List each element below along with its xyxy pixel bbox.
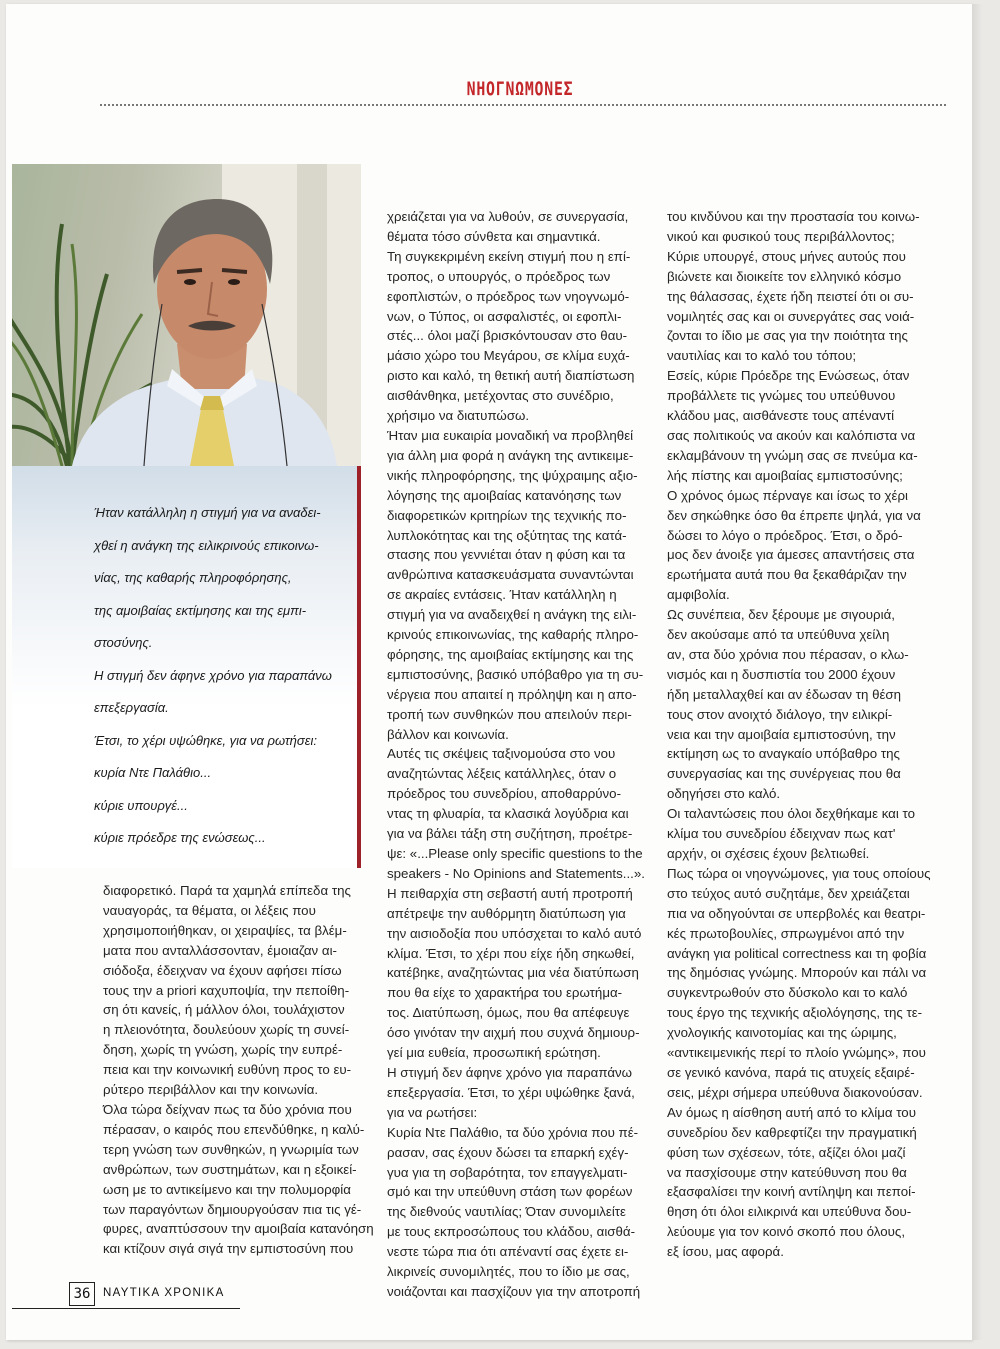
text-line: φυρες, αναπτύσσουν την αμοιβαία κατανόηση [103, 1221, 374, 1237]
text-line: πεια και την κοινωνική ευθύνη προς το ευ- [103, 1062, 352, 1078]
text-line: κατέβηκε, αναζητώντας μια νέα διατύπωση [387, 965, 639, 981]
text-line: σεις, μέχρι σήμερα υπεύθυνα διακονούσαν. [667, 1084, 923, 1100]
text-line: δεν ακούσαμε από τα υπεύθυνα χείλη [667, 627, 890, 643]
text-line: χρησιμοποιήθηκαν, οι χειραψίες, τα βλέμ- [103, 922, 347, 938]
text-line: τροπή των συνθηκών που απειλούν περι- [387, 706, 632, 722]
text-line: προβάλλετε τις γνώμες του υπεύθυνου [667, 388, 896, 404]
text-column-2 [387, 207, 649, 1302]
text-line: εκλαμβάνουν τη γνώμη σας σε πνεύμα κα- [667, 447, 918, 463]
text-line: Ως συνέπεια, δεν ξέρουμε με σιγουριά, [667, 607, 895, 623]
portrait-illustration [12, 164, 361, 466]
portrait-photo [12, 164, 361, 466]
text-line: να πασχίσουμε στην κατεύθυνση που θα [667, 1164, 907, 1180]
text-line: θηση ότι όλοι ειλικρινά και υπεύθυνα δου- [667, 1204, 912, 1220]
text-line: συγκεντρωθούν στο δύσκολο και το καλό [667, 985, 908, 1001]
pull-quote-line: της αμοιβαίας εκτίμησης και της εμπι- [94, 602, 307, 618]
text-line: εμπιστοσύνης, βασικό υπόβαθρο για τη συ- [387, 666, 644, 682]
text-line: γυα για τη σοβαρότητα, τον επαγγελματι- [387, 1164, 628, 1180]
text-line: επεξεργασία. Έτσι, το χέρι υψώθηκε ξανά, [387, 1084, 635, 1100]
text-line: βιώνετε και διοικείτε τον ελληνικό κόσμο [667, 268, 902, 284]
text-line: σε γενικό κανόνα, παρά τις ατυχείς εξαιρέ- [667, 1064, 915, 1080]
text-column-3 [667, 207, 939, 1262]
text-line: νομιλητές σας και οι συνεργάτες σας νοιά- [667, 308, 915, 324]
text-line: ανθρώπων, των συστημάτων, και η εξοικεί- [103, 1161, 357, 1177]
text-line: ναυαγοράς, τα θέματα, οι λέξεις που [103, 902, 316, 918]
text-line: ριστο και καλό, τη θετική αυτή διαπίστωση [387, 368, 635, 384]
text-line: εξ ίσου, μας αφορά. [667, 1244, 784, 1260]
text-line: Η στιγμή δεν άφηνε χρόνο για παραπάνω [387, 1064, 633, 1080]
text-line: δεν σηκώθηκε όσο θα έπρεπε ψηλά, για να [667, 507, 921, 523]
pull-quote [94, 504, 356, 862]
text-line: ματα που ανταλλάσσονταν, έμοιαζαν αι- [103, 942, 337, 958]
text-line: Η πειθαρχία στη σεβαστή αυτή προτροπή [387, 885, 633, 901]
text-line: συνεργασίας και της συνέργειας που θα [667, 766, 901, 782]
text-line: εκτίμηση ως το αναγκαίο υπόβαθρο της [667, 746, 900, 762]
text-line: τος. Διατύπωση, όμως, που θα απέφευγε [387, 1005, 630, 1021]
text-line: Κυρία Ντε Παλάθιο, τα δύο χρόνια που πέ- [387, 1124, 639, 1140]
text-line: Κύριε υπουργέ, στους μήνες αυτούς που [667, 248, 906, 264]
text-line: μος δεν άνοιξε για άμεσες απαντήσεις στα [667, 547, 915, 563]
text-line: δώσει το λόγο ο πρόεδρος. Έτσι, ο δρό- [667, 527, 903, 543]
text-line: εφοπλιστών, ο πρόεδρος των νηογνωμό- [387, 288, 630, 304]
text-line: λεύουμε για τον κοινό σκοπό που όλους, [667, 1224, 906, 1240]
text-line: σιόδοξα, έδειχναν να έχουν αφήσει πίσω [103, 962, 342, 978]
pull-quote-line: Η στιγμή δεν άφηνε χρόνο για παραπάνω [94, 667, 332, 683]
text-line: πέρασαν, ο καιρός που επενδύθηκε, η καλύ- [103, 1121, 365, 1137]
text-line: ρύτερο περιβάλλον και την κοινωνία. [103, 1082, 319, 1098]
text-line: Οι ταλαντώσεις που όλοι δεχθήκαμε και το [667, 806, 915, 822]
text-line: οδηγήσει στο καλό. [667, 786, 781, 802]
text-line: η πλειονότητα, δουλεύουν χωρίς τη συνεί- [103, 1022, 350, 1038]
text-line: συνεδρίου δεν καθρεφτίζει την πραγματική [667, 1124, 917, 1140]
text-line: φύση των σχέσεων, τότε, αξίζει όλοι μαζί [667, 1144, 906, 1160]
text-line: κές πρωτοβουλίες, σπρωγμένοι από την [667, 925, 905, 941]
text-line: τους έργο της τεχνικής αξιολόγησης, της τε- [667, 1005, 923, 1021]
pull-quote-line: κυρία Ντε Παλάθιο... [94, 765, 212, 780]
text-line: ήδη μεταλλαχθεί και αν έδωσαν τη θέση [667, 686, 902, 702]
text-line: λής πίστης και αμοιβαίας εμπιστοσύνης; [667, 467, 903, 483]
text-line: διαφορετικών κριτηρίων της τεχνικής πο- [387, 507, 627, 523]
text-line: απέτρεψε την αυθόρμητη διατύπωση για [387, 905, 626, 921]
text-line: Εσείς, κύριε Πρόεδρε της Ενώσεως, όταν [667, 368, 910, 384]
magazine-name: ΝΑΥΤΙΚΑ ΧΡΟΝΙΚΑ [103, 1287, 225, 1299]
text-line: Ο χρόνος όμως πέρναγε και ίσως το χέρι [667, 487, 908, 503]
text-line: την αισιοδοξία που υπόσχεται το καλό αυτό [387, 925, 642, 941]
text-line: ρασαν, σας έχουν δώσει τα επαρκή εχέγ- [387, 1144, 629, 1160]
text-line: Πως τώρα οι νηογνώμονες, για τους οποίους [667, 865, 931, 881]
pull-quote-line: Έτσι, το χέρι υψώθηκε, για να ρωτήσει: [94, 732, 317, 748]
text-line: αρχήν, οι σχέσεις έχουν βελτιωθεί. [667, 846, 870, 861]
text-line: κλίμα του συνεδρίου έδειχναν πως κατ' [667, 826, 896, 842]
text-line: χνολογικής καινοτομίας και της ώριμης, [667, 1025, 897, 1041]
text-line: με τους εκπροσώπους του κλάδου, αισθά- [387, 1224, 636, 1240]
text-line: διαφορετικό. Παρά τα χαμηλά επίπεδα της [103, 883, 351, 898]
text-line: νικού και φυσικού τους περιβάλλοντος; [667, 228, 895, 244]
text-line: ντας τη φλυαρία, τα κλασικά λογύδρια και [387, 806, 629, 822]
text-line: speakers - No Opinions and Statements...». [387, 865, 645, 881]
text-line: ζονται το ίδιο με σας για την ποιότητα της [667, 328, 908, 344]
text-line: αισθάνθηκα, μετέχοντας στο συνέδριο, [387, 388, 614, 404]
page-footer [12, 1282, 240, 1309]
pull-quote-line: κύριε πρόεδρε της ενώσεως... [94, 830, 266, 845]
page-number: 36 [69, 1282, 95, 1306]
text-line: πια να οδηγούνται σε υπερβολές και θεατρι- [667, 905, 926, 921]
text-line: ανάγκη για political correctness και τη φοβία [667, 945, 927, 961]
text-line: λυπλοκότητας και της οξύτητας της κατά- [387, 527, 627, 543]
text-line: σε ακραίες εντάσεις. Ήταν κατάλληλη η [387, 587, 617, 603]
pull-quote-line: στοσύνης. [94, 635, 153, 650]
pull-quote-line: Ήταν κατάλληλη η στιγμή για να αναδει- [94, 505, 321, 520]
pull-quote-box [12, 466, 361, 868]
text-line: σας πολιτικούς να ακούν και καλόπιστα να [667, 427, 916, 443]
text-line: όσο γινόταν την αιχμή που συχνά δημιουρ- [387, 1025, 640, 1041]
text-line: νισμός και η δυσπιστία του 2000 έχουν [667, 666, 896, 682]
text-line: βάλλον και κοινωνία. [387, 726, 509, 742]
text-line: κλίμα. Έτσι, το χέρι που είχε ήδη σηκωθεί, [387, 945, 635, 961]
pull-quote-line: κύριε υπουργέ... [94, 797, 188, 813]
text-line: χρειάζεται για να λυθούν, σε συνεργασία, [387, 209, 629, 224]
text-line: γεί μια ευθεία, προσωπική ερώτηση. [387, 1045, 601, 1061]
text-line: πρόεδρος του συνεδρίου, αποθαρρύνο- [387, 786, 622, 802]
text-line: ση ότι κανείς, ή μάλλον όλοι, τουλάχιστον [103, 1002, 345, 1018]
text-line: Αν όμως η αίσθηση αυτή από το κλίμα του [667, 1104, 916, 1120]
text-line: ανθρώπινα κατασκευάσματα συναντώνται [387, 567, 634, 583]
text-line: «αντικειμενικής περί το πλοίο γνώμης», που [667, 1045, 926, 1061]
pull-quote-line: χθεί η ανάγκη της ειλικρινούς επικοινω- [94, 537, 319, 553]
text-line: Όλα τώρα δείχναν πως τα δύο χρόνια που [103, 1101, 352, 1117]
text-line: στο τεύχος αυτό συζητάμε, δεν χρειάζεται [667, 885, 910, 901]
text-line: του κινδύνου και την προστασία του κοινω- [667, 209, 920, 224]
text-line: για να βάλει τάξη στη συζήτηση, προέτρε- [387, 826, 633, 842]
text-line: ψε: «...Please only specific questions to the [387, 846, 643, 861]
text-line: αναζητώντας λέξεις κατάλληλες, όταν ο [387, 766, 617, 782]
text-line: λικρινείς συνομιλητές, που το ίδιο με σας, [387, 1264, 630, 1280]
text-line: ερωτήματα αυτά που θα ξεκαθάριζαν την [667, 567, 907, 583]
text-line: ναυτιλίας και το καλό του τόπου; [667, 348, 857, 364]
text-line: Αυτές τις σκέψεις ταξινομούσα στο νου [387, 746, 616, 762]
text-line: νεια και την αμοιβαία εμπιστοσύνη, την [667, 726, 896, 742]
text-line: χρήσιμο να διατυπώσω. [387, 408, 530, 424]
text-line: της θάλασσας, έχετε ήδη πειστεί ότι οι συ- [667, 288, 914, 304]
text-line: νεστε τώρα πια ότι απέναντί σας έχετε ει- [387, 1244, 629, 1260]
text-line: της δημόσιας γνώμης. Μπορούν και πάλι να [667, 965, 927, 981]
text-line: Τη συγκεκριμένη εκείνη στιγμή που η επί- [387, 248, 631, 264]
header-dotted-rule [100, 104, 946, 106]
text-line: στασης που γεννιέται όταν η φύση και τα [387, 547, 626, 563]
text-line: σμό και την υπεύθυνη στάση των φορέων [387, 1184, 633, 1200]
pull-quote-line: επεξεργασία. [94, 700, 169, 715]
text-line: τερη γνώση των συνθηκών, η γνωριμία των [103, 1141, 359, 1157]
text-line: για να ρωτήσει: [387, 1104, 478, 1120]
text-column-1 [103, 881, 374, 1259]
text-line: δηση, χωρίς τη γνώση, χωρίς την ευπρέ- [103, 1042, 343, 1058]
text-line: εξασφαλίσει την κοινή αντίληψη και πεποί- [667, 1184, 916, 1200]
text-line: που θα είχε το χαρακτήρα του ερωτήμα- [387, 985, 623, 1001]
text-line: της διεθνούς ναυτιλίας; Όταν συνομιλείτε [387, 1204, 626, 1220]
text-line: στιγμή για να αναδειχθεί η ανάγκη της ειλι- [387, 607, 637, 623]
text-line: νικής πληροφόρησης, της ψύχραιμης αξιο- [387, 467, 638, 483]
text-line: αμφιβολία. [667, 587, 730, 603]
text-line: αν, στα δύο χρόνια που πέρασαν, ο κλω- [667, 646, 909, 662]
text-line: Ήταν μια ευκαιρία μοναδική να προβληθεί [387, 427, 634, 443]
text-line: νοιάζονται και πασχίζουν για την αποτροπή [387, 1283, 641, 1299]
magazine-page [6, 4, 972, 1340]
page-edge-shadow [972, 4, 982, 1340]
text-line: λόγησης της αμοιβαίας κατανόησης των [387, 487, 622, 503]
text-line: θέματα τόσο σύνθετα και σημαντικά. [387, 228, 601, 244]
text-line: νων, ο Τύπος, οι ασφαλιστές, οι εφοπλι- [387, 308, 622, 324]
text-line: ωση με το αντικείμενο και την πολυμορφία [103, 1181, 351, 1197]
text-line: τους την a priori καχυποψία, την πεποίθη- [103, 982, 350, 998]
text-line: των παραγόντων δημιουργούσαν πια τις γέ- [103, 1201, 362, 1217]
pull-quote-line: νίας, της καθαρής πληροφόρησης, [94, 570, 292, 585]
text-line: τροπος, ο υπουργός, ο πρόεδρος των [387, 268, 611, 284]
text-line: φόρησης, της αμοιβαίας εκτίμησης και της [387, 646, 634, 662]
text-line: στές... όλοι μαζί βρισκόντουσαν στο θαυ- [387, 328, 628, 344]
text-line: για άλλη μια φορά η ανάγκη της αντικειμε- [387, 447, 634, 463]
text-line: τους στον ανοιχτό διάλογο, την ειλικρί- [667, 706, 893, 722]
text-line: και κτίζουν σιγά σιγά την εμπιστοσύνη που [103, 1241, 354, 1257]
text-line: μάσιο χώρο του Μεγάρου, σε κλίμα ευχά- [387, 348, 630, 364]
text-line: νέργεια που απαιτεί η πρόληψη και η απο- [387, 686, 637, 702]
text-line: κλάδου μας, αισθάνεστε τους απέναντί [667, 408, 895, 424]
section-title: ΝΗΟΓΝΩΜΟΝΕΣ [466, 78, 574, 100]
text-line: κρινούς επικοινωνίας, της καθαρής πληρο- [387, 627, 639, 643]
